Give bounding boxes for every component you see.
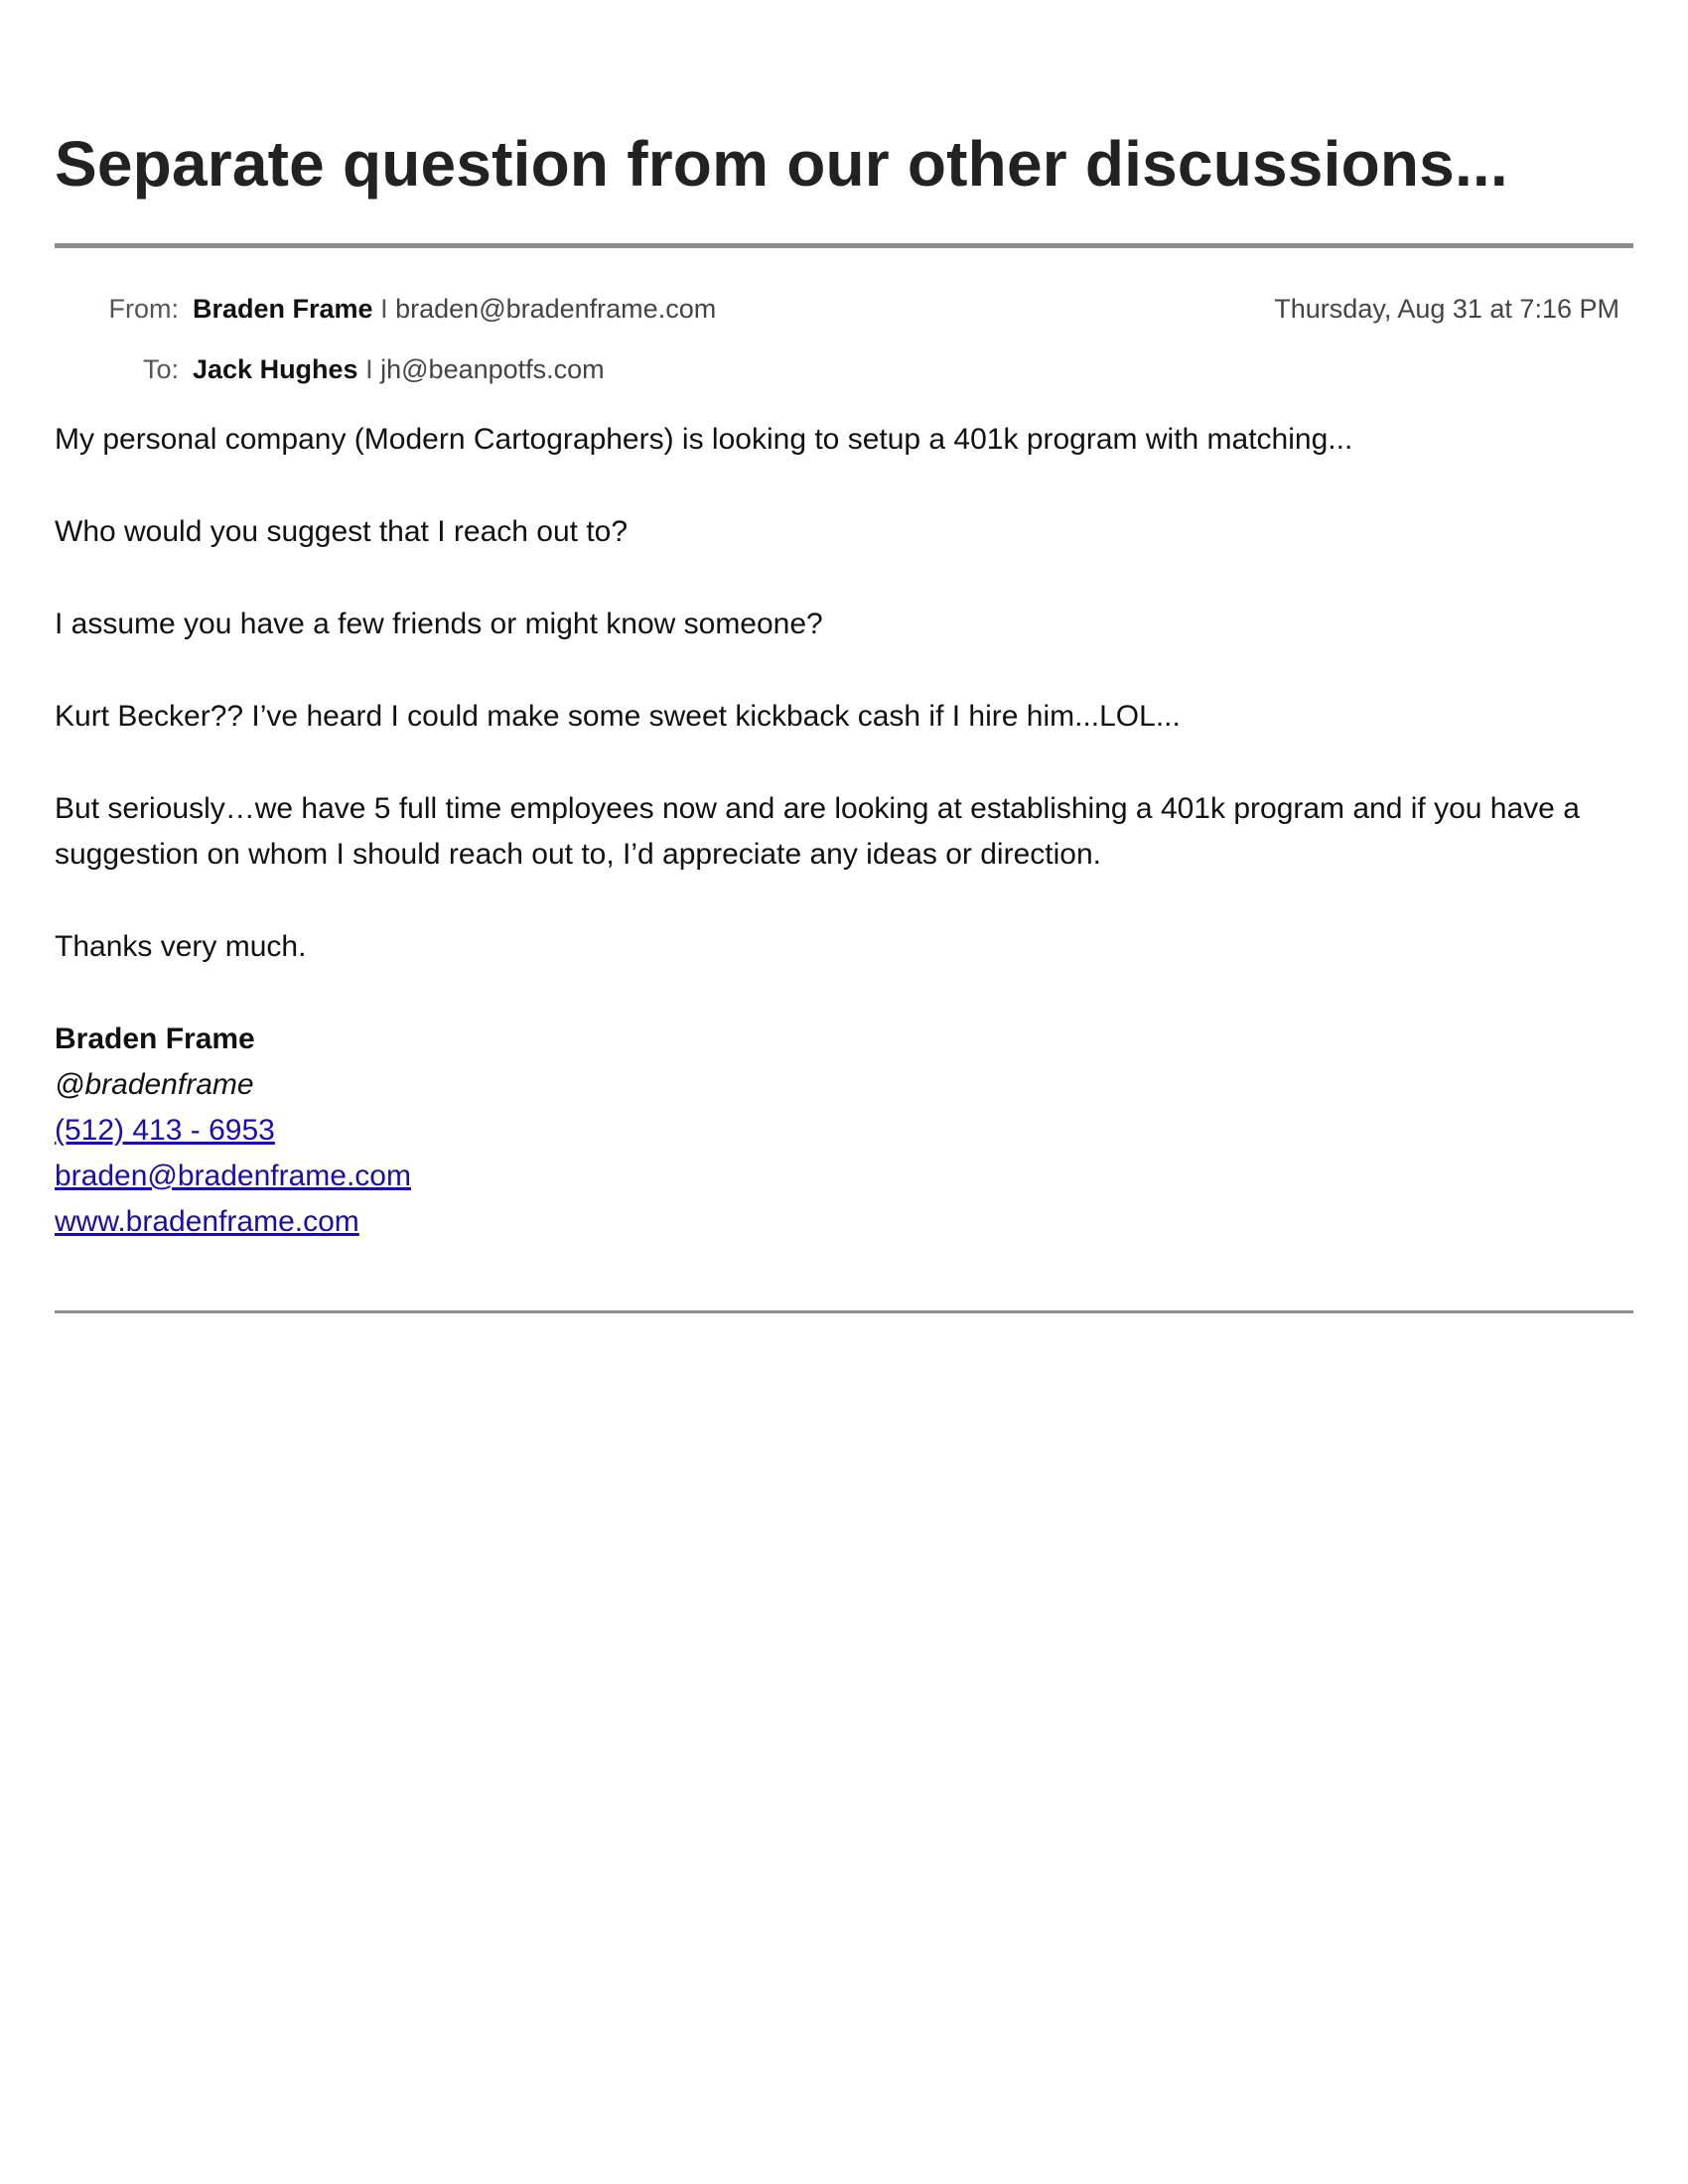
recipient-email: jh@beanpotfs.com xyxy=(380,354,605,384)
email-subject: Separate question from our other discussions... xyxy=(55,128,1508,200)
from-row xyxy=(55,294,716,325)
signature-block xyxy=(55,1017,1633,1245)
body-paragraph: Kurt Becker?? I’ve heard I could make some sweet kickback cash if I hire him...LOL... xyxy=(55,700,1181,733)
body-paragraph: Thanks very much. xyxy=(55,930,307,963)
footer-divider xyxy=(55,1310,1633,1313)
body-paragraph: But seriously…we have 5 full time employees now and are looking at establishing a 401k program and if you have a suggestion on whom I should reach out to, I’d appreciate any ideas or direction. xyxy=(55,792,1580,871)
email-body xyxy=(55,417,1633,1245)
signature-handle: @bradenframe xyxy=(55,1068,254,1101)
recipient-name: Jack Hughes xyxy=(193,354,358,384)
sender-email: braden@bradenframe.com xyxy=(395,294,717,324)
signature-phone-link[interactable]: (512) 413 - 6953 xyxy=(55,1114,275,1147)
sent-date: Thursday, Aug 31 at 7:16 PM xyxy=(1274,294,1619,324)
from-separator: I xyxy=(380,294,388,324)
signature-website-link[interactable]: www.bradenframe.com xyxy=(55,1205,359,1238)
signature-email-link[interactable]: braden@bradenframe.com xyxy=(55,1160,411,1192)
to-separator: I xyxy=(365,354,373,384)
body-paragraph: I assume you have a few friends or might know someone? xyxy=(55,608,823,640)
from-label: From: xyxy=(108,294,179,324)
to-label: To: xyxy=(142,354,179,384)
sender-name: Braden Frame xyxy=(193,294,373,324)
body-paragraph: Who would you suggest that I reach out to? xyxy=(55,515,629,548)
to-row xyxy=(55,354,605,385)
body-paragraph: My personal company (Modern Cartographers) is looking to setup a 401k program with matching... xyxy=(55,423,1353,456)
signature-name: Braden Frame xyxy=(55,1023,255,1055)
header-divider xyxy=(55,243,1633,248)
